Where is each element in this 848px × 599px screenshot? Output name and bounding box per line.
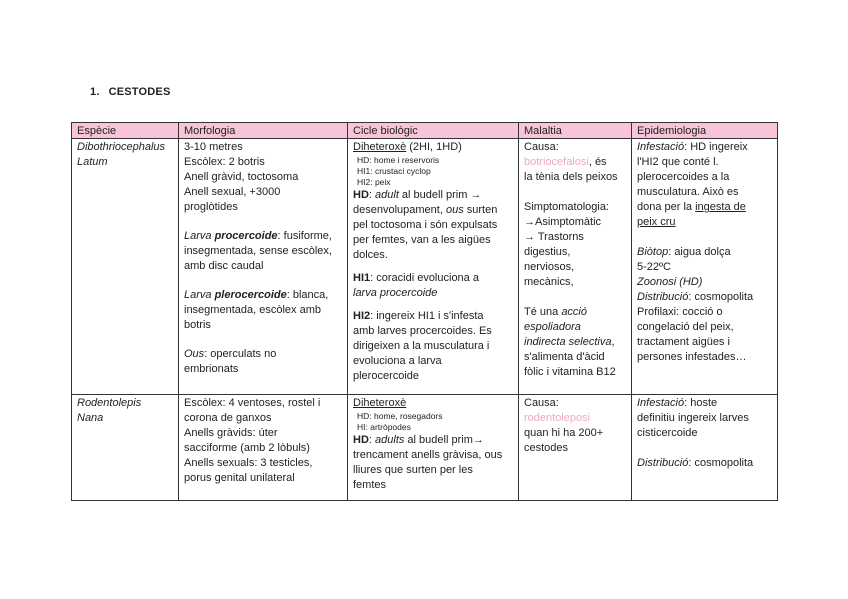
cell-text: Anells gràvids: úter: [184, 427, 278, 439]
cell-text: sacciforme (amb 2 lòbuls): [184, 442, 310, 454]
header-species: Espècie: [72, 123, 179, 139]
cell-text: femtes: [353, 479, 387, 491]
epidemiology-cell: [632, 139, 778, 395]
cell-text: : aigua dolça: [668, 246, 731, 258]
cell-text: 5-22ºC: [637, 261, 671, 273]
cell-text: Infestació: [637, 141, 685, 153]
cell-text: HI1: [353, 272, 371, 284]
cell-text: : cosmopolita: [688, 291, 754, 303]
cell-text: trencament anells gràvisa, ous: [353, 449, 503, 461]
cell-text: plerocercoides a la: [637, 171, 730, 183]
section-heading: [90, 86, 171, 98]
cell-text: , és: [588, 156, 607, 168]
cell-text: indirecta selectiva: [524, 336, 612, 348]
cell-text: HI: artròpodes: [357, 422, 411, 432]
cell-text: persones infestades…: [637, 351, 747, 363]
epidemiology-cell: [632, 395, 778, 501]
species-cell: [72, 139, 179, 395]
species-cell: [72, 395, 179, 501]
disease-name: rodentoleposi: [524, 412, 591, 424]
cell-text: procercoide: [214, 230, 278, 242]
cell-text: HI2: [353, 310, 371, 322]
cell-text: : ingereix HI1 i s'infesta: [370, 310, 484, 322]
cell-text: Rodentolepis: [77, 397, 142, 409]
cell-text: Latum: [77, 156, 108, 168]
cell-text: dirigeixen a la musculatura i: [353, 340, 490, 352]
cell-text: HI2: peix: [357, 177, 391, 187]
cell-text: HD: home i reservoris: [357, 155, 440, 165]
cell-text: Larva: [184, 289, 215, 301]
cell-text: pel toctosoma i són expulsats: [353, 219, 498, 231]
cell-text: HD: home, rosegadors: [357, 411, 443, 421]
cell-text: Larva: [184, 230, 215, 242]
cell-text: Causa:: [524, 397, 559, 409]
cell-text: Nana: [77, 412, 104, 424]
cell-text: al budell prim →: [398, 189, 482, 201]
cell-text: :: [368, 434, 376, 446]
cell-text: Escòlex: 2 botris: [184, 156, 265, 168]
header-cycle: Cicle biològic: [348, 123, 519, 139]
cell-text: embrionats: [184, 363, 239, 375]
cell-text: (2HI, 1HD): [406, 141, 462, 153]
table-header-row: [72, 123, 778, 139]
cell-text: dolces.: [353, 249, 388, 261]
cell-text: dona per la: [637, 201, 696, 213]
cell-text: plerocercoide: [214, 289, 287, 301]
cell-text: → Trastorns: [524, 231, 584, 243]
cell-text: : hoste: [684, 397, 718, 409]
cell-text: Simptomatologia:: [524, 201, 609, 213]
cell-text: surten: [463, 204, 498, 216]
cell-text: al budell prim→: [404, 434, 484, 446]
morphology-cell: [179, 395, 348, 501]
cell-text: Infestació: [637, 397, 685, 409]
cell-text: HD: [353, 434, 369, 446]
cell-text: fòlic i vitamina B12: [524, 366, 616, 378]
cell-text: Escòlex: 4 ventoses, rostel i: [184, 397, 321, 409]
cell-text: espoliadora: [524, 321, 581, 333]
cell-text: desenvolupament,: [353, 204, 446, 216]
cell-text: Diheteroxè: [353, 141, 407, 153]
cestodes-table: [71, 122, 778, 501]
cell-text: Diheteroxè: [353, 397, 407, 409]
disease-cell: [519, 395, 632, 501]
cell-text: cestodes: [524, 442, 569, 454]
cell-text: Té una: [524, 306, 562, 318]
cycle-cell: [348, 139, 519, 395]
cell-text: larva procercoide: [353, 287, 438, 299]
cell-text: : HD ingereix: [684, 141, 748, 153]
cell-text: acció: [561, 306, 587, 318]
cell-text: ous: [445, 204, 464, 216]
cell-text: HI1: crustaci cyclop: [357, 166, 431, 176]
cell-text: Causa:: [524, 141, 559, 153]
cell-text: botris: [184, 319, 211, 331]
cell-text: lliures que surten per les: [353, 464, 473, 476]
cell-text: peix cru: [637, 216, 676, 228]
cell-text: Distribució: [637, 457, 689, 469]
section-title: CESTODES: [108, 86, 171, 98]
cell-text: quan hi ha 200+: [524, 427, 604, 439]
disease-cell: [519, 139, 632, 395]
cell-text: musculatura. Això es: [637, 186, 739, 198]
cell-text: proglòtides: [184, 201, 238, 213]
cell-text: ingesta de: [695, 201, 746, 213]
cell-text: Dibothriocephalus: [77, 141, 166, 153]
cell-text: porus genital unilateral: [184, 472, 295, 484]
cell-text: Anells sexuals: 3 testicles,: [184, 457, 313, 469]
cell-text: insegmentada, sense escòlex,: [184, 245, 332, 257]
cycle-cell: [348, 395, 519, 501]
cell-text: Anell sexual, +3000: [184, 186, 281, 198]
cell-text: : blanca,: [286, 289, 329, 301]
cell-text: : fusiforme,: [277, 230, 332, 242]
cell-text: l'HI2 que conté l.: [637, 156, 719, 168]
section-number: 1.: [90, 86, 100, 98]
cell-text: : coracidi evoluciona a: [370, 272, 479, 284]
cell-text: amb larves procercoides. Es: [353, 325, 492, 337]
cell-text: cisticercoide: [637, 427, 698, 439]
cell-text: insegmentada, escòlex amb: [184, 304, 321, 316]
cell-text: →Asimptomàtic: [524, 216, 602, 228]
cell-text: la tènia dels peixos: [524, 171, 618, 183]
cell-text: s'alimenta d'àcid: [524, 351, 605, 363]
cell-text: Distribució: [637, 291, 689, 303]
cell-text: nerviosos,: [524, 261, 575, 273]
morphology-cell: [179, 139, 348, 395]
cell-text: adult: [375, 189, 399, 201]
header-epidemiology: Epidemiologia: [632, 123, 778, 139]
cell-text: Profilaxi: cocció o: [637, 306, 723, 318]
header-morphology: Morfologia: [179, 123, 348, 139]
cell-text: congelació del peix,: [637, 321, 734, 333]
header-disease: Malaltia: [519, 123, 632, 139]
cell-text: ,: [611, 336, 615, 348]
table-row: [72, 139, 778, 395]
cell-text: Zoonosi (HD): [637, 276, 703, 288]
cell-text: per femtes, van a les aigües: [353, 234, 491, 246]
table-row: [72, 395, 778, 501]
cell-text: HD: [353, 189, 369, 201]
cell-text: digestius,: [524, 246, 571, 258]
cell-text: :: [368, 189, 376, 201]
cell-text: evoluciona a larva: [353, 355, 442, 367]
cell-text: mecànics,: [524, 276, 574, 288]
cell-text: definitiu ingereix larves: [637, 412, 749, 424]
cell-text: adults: [375, 434, 405, 446]
cell-text: tractament aigües i: [637, 336, 730, 348]
cell-text: Ous: [184, 348, 205, 360]
cell-text: 3-10 metres: [184, 141, 243, 153]
cell-text: Biòtop: [637, 246, 669, 258]
cell-text: Anell gràvid, toctosoma: [184, 171, 299, 183]
cell-text: amb disc caudal: [184, 260, 264, 272]
disease-name: botriocefalosi: [524, 156, 589, 168]
cell-text: : operculats no: [204, 348, 277, 360]
cell-text: : cosmopolita: [688, 457, 754, 469]
cell-text: plerocercoide: [353, 370, 420, 382]
cell-text: corona de ganxos: [184, 412, 272, 424]
